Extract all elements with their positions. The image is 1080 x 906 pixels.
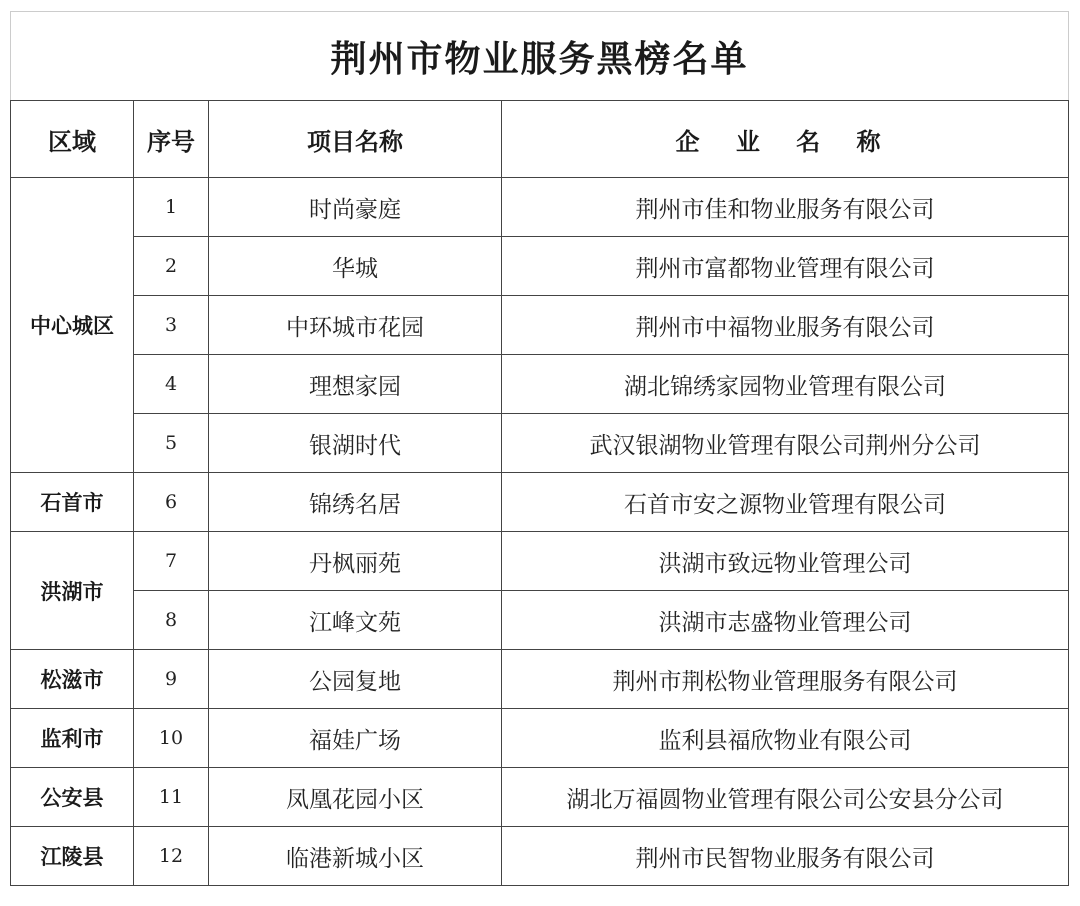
company-cell: 荆州市佳和物业服务有限公司 — [502, 178, 1069, 237]
company-cell: 洪湖市志盛物业管理公司 — [502, 591, 1069, 650]
company-cell: 荆州市富都物业管理有限公司 — [502, 237, 1069, 296]
header-project: 项目名称 — [209, 101, 502, 178]
table-row — [11, 296, 1069, 355]
project-cell: 时尚豪庭 — [209, 178, 502, 237]
table-title: 荆州市物业服务黑榜名单 — [11, 12, 1069, 101]
table-row — [11, 473, 1069, 532]
header-company: 企 业 名 称 — [502, 101, 1069, 178]
seq-cell: 9 — [134, 650, 209, 709]
company-cell: 武汉银湖物业管理有限公司荆州分公司 — [502, 414, 1069, 473]
table-row — [11, 768, 1069, 827]
seq-cell: 6 — [134, 473, 209, 532]
table-row — [11, 237, 1069, 296]
table-row — [11, 591, 1069, 650]
table-row — [11, 532, 1069, 591]
table-row — [11, 709, 1069, 768]
seq-cell: 8 — [134, 591, 209, 650]
region-cell: 石首市 — [11, 473, 134, 532]
company-cell: 荆州市荆松物业管理服务有限公司 — [502, 650, 1069, 709]
seq-cell: 1 — [134, 178, 209, 237]
company-cell: 洪湖市致远物业管理公司 — [502, 532, 1069, 591]
region-cell: 松滋市 — [11, 650, 134, 709]
region-cell: 江陵县 — [11, 827, 134, 886]
project-cell: 中环城市花园 — [209, 296, 502, 355]
project-cell: 江峰文苑 — [209, 591, 502, 650]
table-row — [11, 650, 1069, 709]
project-cell: 临港新城小区 — [209, 827, 502, 886]
project-cell: 银湖时代 — [209, 414, 502, 473]
region-cell: 洪湖市 — [11, 532, 134, 650]
company-cell: 石首市安之源物业管理有限公司 — [502, 473, 1069, 532]
project-cell: 凤凰花园小区 — [209, 768, 502, 827]
company-cell: 湖北万福圆物业管理有限公司公安县分公司 — [502, 768, 1069, 827]
project-cell: 理想家园 — [209, 355, 502, 414]
seq-cell: 5 — [134, 414, 209, 473]
seq-cell: 7 — [134, 532, 209, 591]
region-cell: 监利市 — [11, 709, 134, 768]
seq-cell: 12 — [134, 827, 209, 886]
seq-cell: 2 — [134, 237, 209, 296]
table-row — [11, 827, 1069, 886]
project-cell: 华城 — [209, 237, 502, 296]
company-cell: 湖北锦绣家园物业管理有限公司 — [502, 355, 1069, 414]
table-row — [11, 355, 1069, 414]
company-cell: 荆州市中福物业服务有限公司 — [502, 296, 1069, 355]
company-cell: 监利县福欣物业有限公司 — [502, 709, 1069, 768]
seq-cell: 4 — [134, 355, 209, 414]
region-cell: 中心城区 — [11, 178, 134, 473]
seq-cell: 10 — [134, 709, 209, 768]
table-row — [11, 178, 1069, 237]
project-cell: 丹枫丽苑 — [209, 532, 502, 591]
blacklist-table — [10, 11, 1069, 886]
table-body — [11, 178, 1069, 886]
seq-cell: 11 — [134, 768, 209, 827]
blacklist-document — [10, 11, 1068, 894]
header-row — [11, 101, 1069, 178]
table-row — [11, 414, 1069, 473]
project-cell: 锦绣名居 — [209, 473, 502, 532]
project-cell: 公园复地 — [209, 650, 502, 709]
header-seq: 序号 — [134, 101, 209, 178]
company-cell: 荆州市民智物业服务有限公司 — [502, 827, 1069, 886]
project-cell: 福娃广场 — [209, 709, 502, 768]
seq-cell: 3 — [134, 296, 209, 355]
region-cell: 公安县 — [11, 768, 134, 827]
header-region: 区域 — [11, 101, 134, 178]
